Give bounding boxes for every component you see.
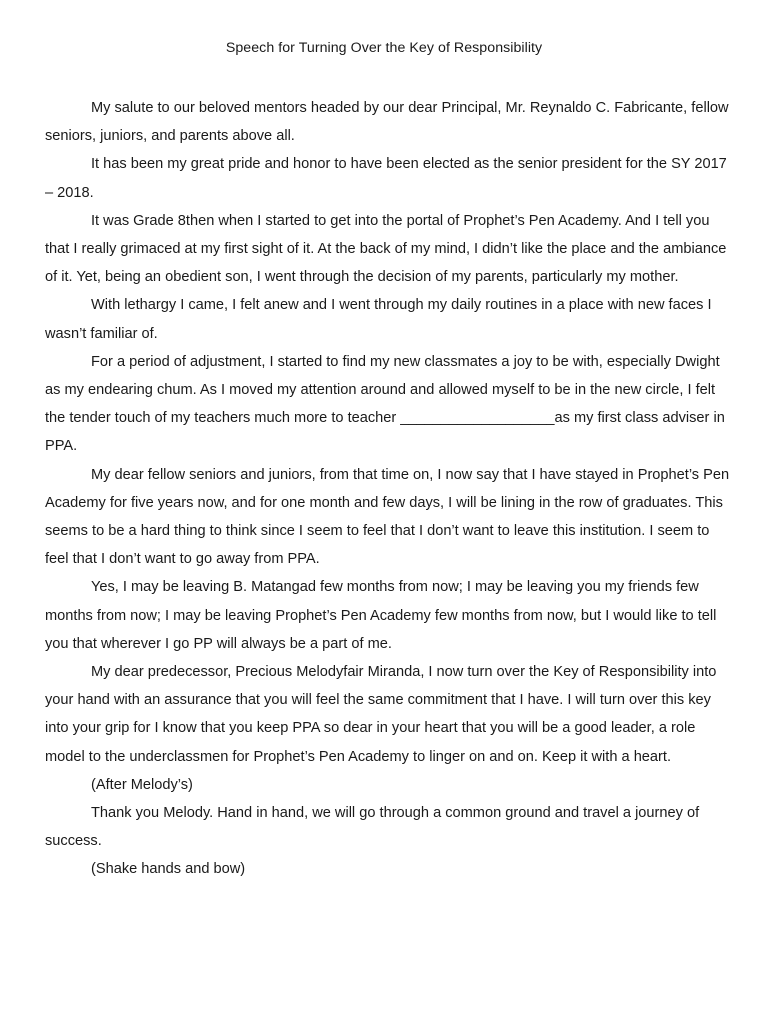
paragraph-five-years: My dear fellow seniors and juniors, from that time on, I now say that I have stayed in Prophet’s Pen Academy for five years now, and for one month and few days, I will be lining in the row of graduates. This seems to be a hard thing to think since I seem to feel that I don’t want to leave this institution. I seem to feel that I don’t want to go away from PPA. <box>45 466 730 568</box>
paragraph-stage-direction-bow: (Shake hands and bow) <box>91 861 246 878</box>
paragraph-salutation: My salute to our beloved mentors headed by our dear Principal, Mr. Reynaldo C. Fabricante, fellow seniors, juniors, and parents above all. <box>45 100 729 145</box>
paragraph-grade-8: It was Grade 8then when I started to get into the portal of Prophet’s Pen Academy. And I tell you that I really grimaced at my first sight of it. At the back of my mind, I didn’t like the place and the ambiance of it. Yet, being an obedient son, I went through the decision of my parents, particularly my mother. <box>45 212 727 286</box>
paragraph-honor: It has been my great pride and honor to have been elected as the senior president for the SY 2017 – 2018. <box>45 156 727 201</box>
paragraph-predecessor: My dear predecessor, Precious Melodyfair Miranda, I now turn over the Key of Responsibility into your hand with an assurance that you will feel the same commitment that I have. I will turn over this key into your grip for I know that you keep PPA so dear in your heart that you will be a good leader, a role model to the underclassmen for Prophet’s Pen Academy to linger on and on. Keep it with a heart. <box>45 664 717 765</box>
paragraph-leaving: Yes, I may be leaving B. Matangad few months from now; I may be leaving you my friends few months from now; I may be leaving Prophet’s Pen Academy few months from now, but I would like to tell you that wherever I go PP will always be a part of me. <box>45 579 717 652</box>
paragraph-adjustment: For a period of adjustment, I started to find my new classmates a joy to be with, especially Dwight as my endearing chum. As I moved my attention around and allowed myself to be in the new circle, I felt the tender touch of my teachers much more to teacher ___________________as my first class adviser in PPA. <box>45 353 725 455</box>
document-title: Speech for Turning Over the Key of Responsibility <box>225 40 543 56</box>
paragraph-lethargy: With lethargy I came, I felt anew and I went through my daily routines in a place with new faces I wasn’t familiar of. <box>45 297 712 342</box>
document-body <box>45 94 731 884</box>
paragraph-stage-direction-after: (After Melody’s) <box>91 776 193 793</box>
paragraph-thank-you: Thank you Melody. Hand in hand, we will go through a common ground and travel a journey of success. <box>45 805 700 850</box>
